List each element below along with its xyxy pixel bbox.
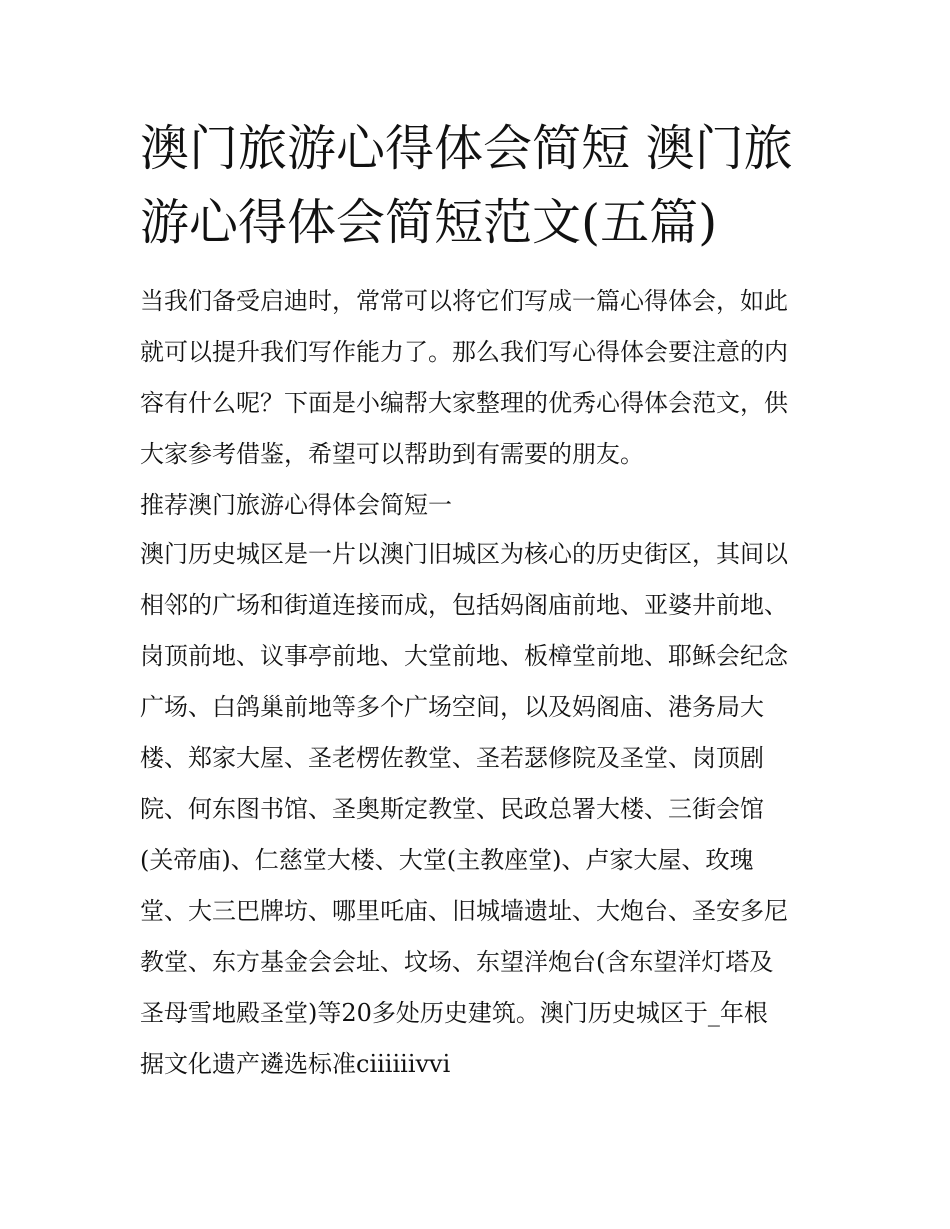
section-line-10: 圣母雪地殿圣堂)等20多处历史建筑。澳门历史城区于_年根 — [140, 999, 768, 1027]
title-line-1: 澳门旅游心得体会简短 澳门旅 — [140, 120, 793, 177]
section-line-6: 院、何东图书馆、圣奥斯定教堂、民政总署大楼、三街会馆 — [140, 795, 764, 823]
section-line-1: 澳门历史城区是一片以澳门旧城区为核心的历史街区，其间以 — [140, 540, 788, 568]
intro-line-2: 就可以提升我们写作能力了。那么我们写心得体会要注意的内 — [140, 338, 788, 366]
section-line-2: 相邻的广场和街道连接而成，包括妈阁庙前地、亚婆井前地、 — [140, 591, 788, 619]
intro-line-4: 大家参考借鉴，希望可以帮助到有需要的朋友。 — [140, 440, 644, 468]
section-line-3: 岗顶前地、议事亭前地、大堂前地、板樟堂前地、耶稣会纪念 — [140, 642, 788, 670]
section-line-5: 楼、郑家大屋、圣老楞佐教堂、圣若瑟修院及圣堂、岗顶剧 — [140, 744, 764, 772]
intro-line-1: 当我们备受启迪时，常常可以将它们写成一篇心得体会，如此 — [140, 287, 788, 315]
section-heading: 推荐澳门旅游心得体会简短一 — [140, 491, 452, 519]
document-body — [140, 278, 830, 1092]
section-line-7: (关帝庙)、仁慈堂大楼、大堂(主教座堂)、卢家大屋、玫瑰 — [140, 846, 754, 874]
intro-line-3: 容有什么呢？下面是小编帮大家整理的优秀心得体会范文，供 — [140, 389, 788, 417]
section-line-9: 教堂、东方基金会会址、坟场、东望洋炮台(含东望洋灯塔及 — [140, 948, 774, 976]
section-line-4: 广场、白鸽巢前地等多个广场空间，以及妈阁庙、港务局大 — [140, 693, 764, 721]
section-line-11: 据文化遗产遴选标准ciiiiiivvi — [140, 1050, 451, 1078]
title-line-2: 游心得体会简短范文(五篇) — [140, 194, 718, 251]
section-line-8: 堂、大三巴牌坊、哪里吒庙、旧城墙遗址、大炮台、圣安多尼 — [140, 897, 788, 925]
document-title — [140, 112, 820, 260]
